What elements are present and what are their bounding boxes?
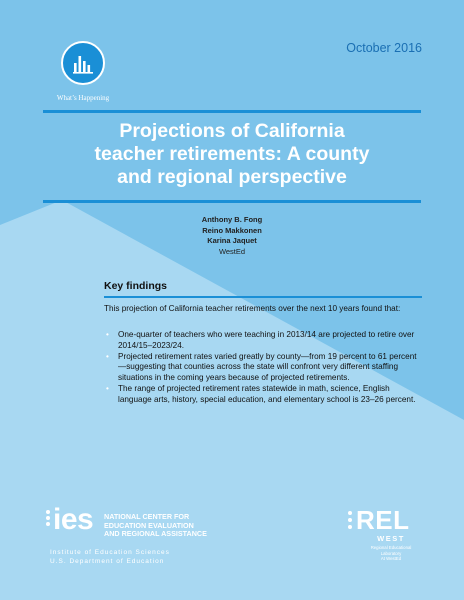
finding-text: Projected retirement rates varied greatly by county—from 19 percent to 61 percent—suggesting that counties across the state will confront very different staffing situations in the coming years because of projected retirements. [118,351,417,383]
ies-center-name [104,513,207,539]
bar-chart-icon [72,53,96,75]
ies-logo-word: ies [53,503,94,536]
rel-subtitle-line: At WestEd [380,556,402,561]
ies-center-line: NATIONAL CENTER FOR [104,512,190,521]
bullet-icon: • [106,330,109,339]
ies-subtitle [50,548,170,566]
ies-center-line: AND REGIONAL ASSISTANCE [104,529,207,539]
ies-institute: Institute of Education Sciences [50,549,170,556]
key-findings-intro: This projection of California teacher retirements over the next 10 years found that: [104,304,401,313]
whats-happening-logo [61,41,105,85]
ies-department: U.S. Department of Education [50,558,165,565]
key-findings-rule [104,296,422,298]
key-findings-heading: Key findings [104,280,168,292]
title-line: and regional perspective [117,166,347,188]
author-organization: WestEd [218,246,246,256]
author-name: Karina Jaquet [207,236,257,245]
title-rule-top [43,110,421,113]
finding-text: The range of projected retirement rates statewide in math, science, English language arts, history, special education, and elementary school is 23–26 percent. [118,383,416,404]
title-line: Projections of California [119,120,345,142]
series-label: What’s Happening [56,94,110,102]
rel-subtitle [360,545,422,562]
author-name: Anthony B. Fong [201,215,263,224]
title-line: teacher retirements: A county [94,143,370,165]
author-block [150,215,314,257]
rel-subtitle-line: Regional Educational Laboratory [370,545,412,556]
list-item [104,384,422,406]
ies-center-line: EDUCATION EVALUATION [104,520,194,530]
rel-region: WEST [377,534,405,543]
finding-text: One-quarter of teachers who were teaching in 2013/14 are projected to retire over 2014/15–2023/24. [118,330,415,350]
list-item [104,330,422,352]
rel-logo-word: REL [356,505,410,535]
author-name: Reino Makkonen [202,225,262,235]
key-findings-list [104,330,422,406]
list-item [104,352,422,384]
title-rule-bottom [43,200,421,203]
bullet-icon: • [106,383,109,393]
publication-date: October 2016 [346,41,422,55]
report-title [43,120,421,189]
bullet-icon: • [106,351,109,361]
